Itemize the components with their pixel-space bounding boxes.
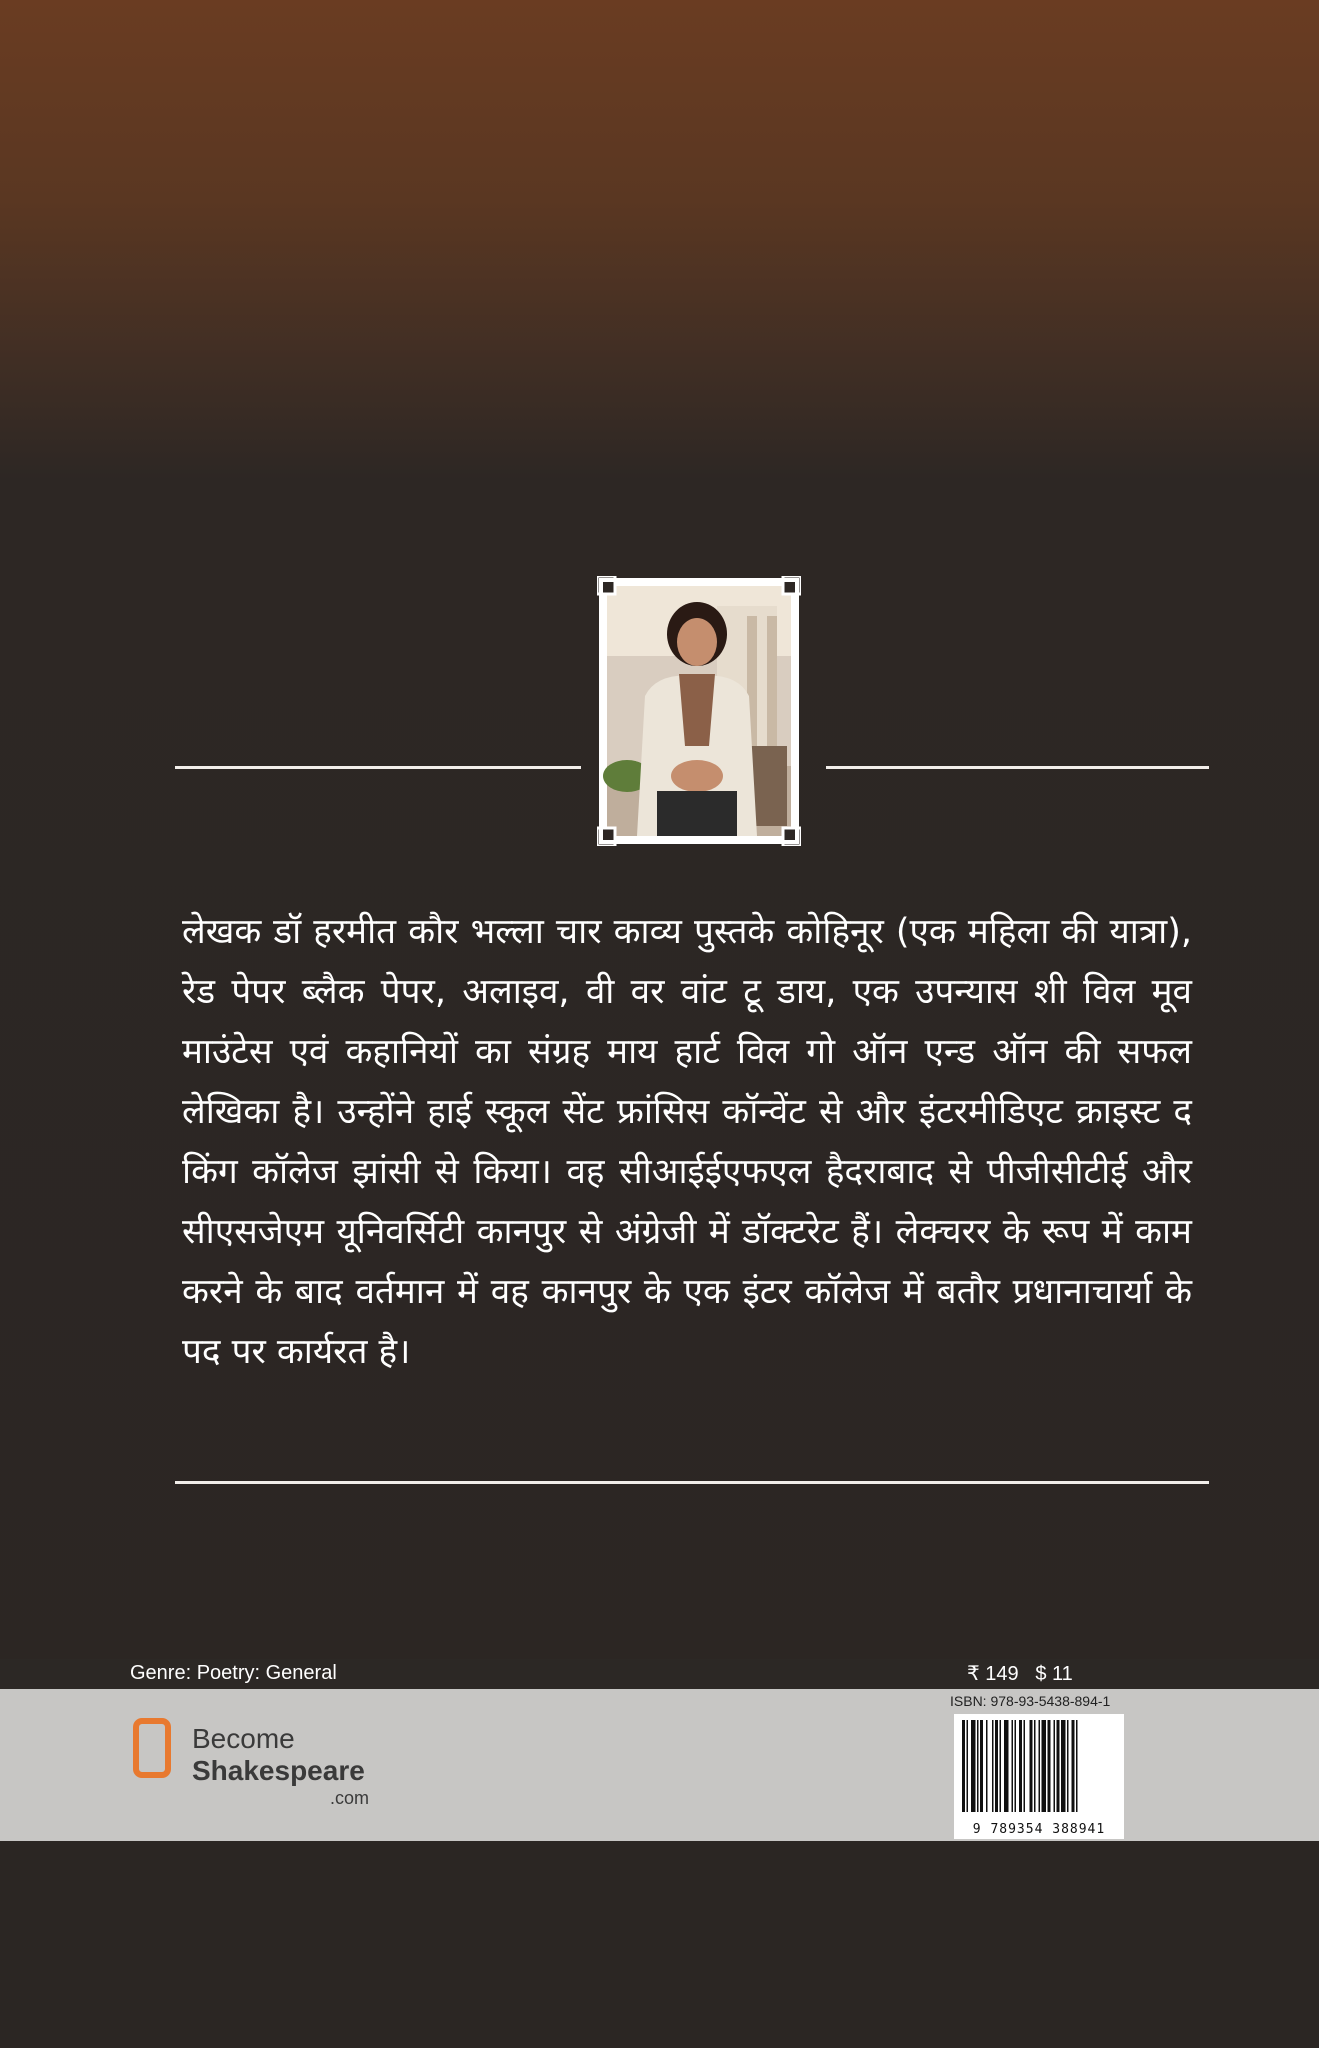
genre-label: Genre: Poetry: General (130, 1662, 337, 1684)
isbn-label: ISBN: 978-93-5438-894-1 (950, 1693, 1111, 1709)
divider-bottom (175, 1481, 1209, 1484)
divider-right (826, 766, 1209, 769)
author-bio: लेखक डॉ हरमीत कौर भल्ला चार काव्य पुस्तके कोहिनूर (एक महिला की यात्रा), रेड पेपर ब्लैक पेपर, अलाइव, वी वर वांट टू डाय, एक उपन्यास शी विल मूव माउंटेस एवं कहानियों का संग्रह माय हार्ट विल गो ऑन एन्ड ऑन की सफल लेखिका है। उन्होंने हाई स्कूल सेंट फ्रांसिस कॉन्वेंट से और इंटरमीडिएट क्राइस्ट द किंग कॉलेज झांसी से किया। वह सीआईईएफएल हैदराबाद से पीजीसीटीई और सीएसजेएम यूनिवर्सिटी कानपुर से अंग्रेजी में डॉक्टरेट हैं। लेक्चरर के रूप में काम करने के बाद वर्तमान में वह कानपुर के एक इंटर कॉलेज में बतौर प्रधानाचार्या के पद पर कार्यरत है। (182, 912, 1192, 1372)
barcode-digits: 9 789354 388941 (972, 1822, 1106, 1837)
publisher-name-line1: Become (192, 1723, 295, 1754)
become-shakespeare-logo-icon (133, 1718, 171, 1778)
barcode (954, 1714, 1124, 1839)
price-label: ₹ 149 $ 11 (967, 1663, 1073, 1685)
publisher-domain: .com (330, 1788, 370, 1808)
divider-left (175, 766, 581, 769)
publisher-name-line2: Shakespeare (192, 1755, 365, 1786)
author-photo (597, 576, 801, 846)
